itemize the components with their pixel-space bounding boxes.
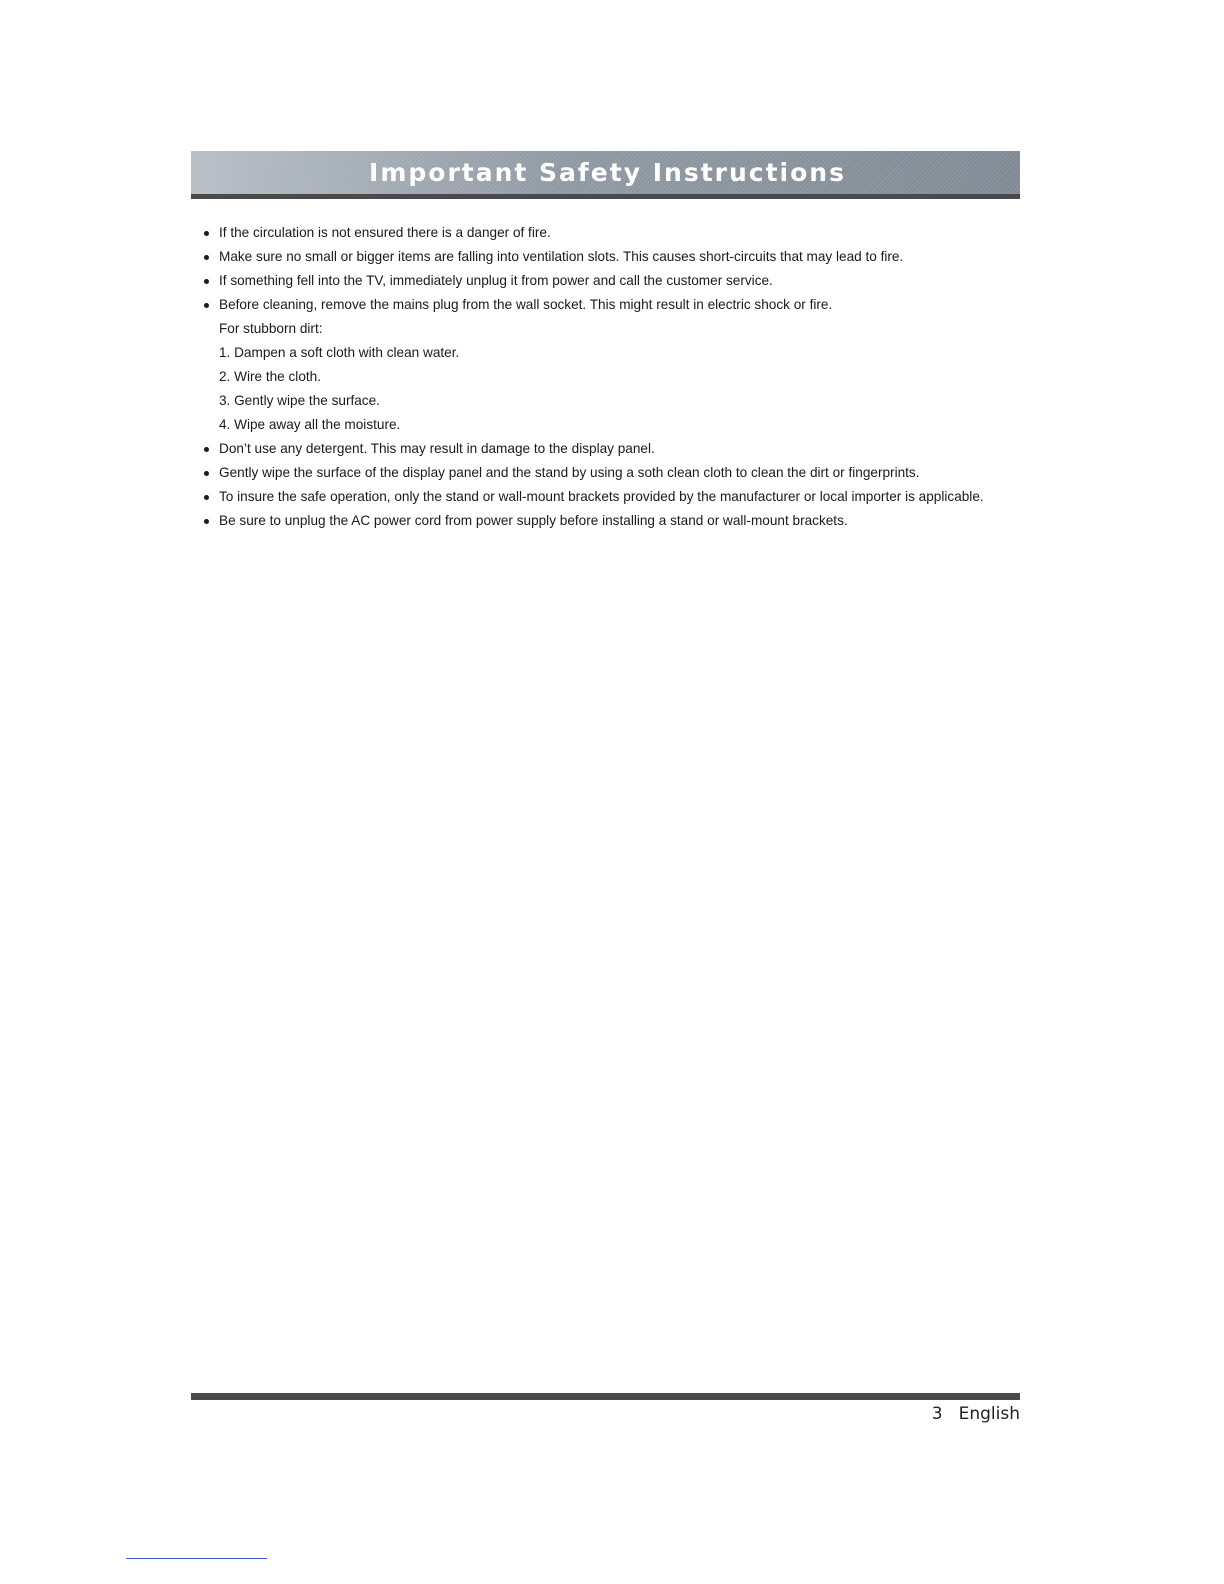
bullet-text: To insure the safe operation, only the stand or wall-mount brackets provided by the manufacturer or local importer is applicable. [219,489,984,504]
bullet-item [200,224,1016,242]
bullet-icon [204,447,209,452]
step-item [200,416,1016,434]
bullet-text: Before cleaning, remove the mains plug from the wall socket. This might result in electric shock or fire. [219,297,833,312]
page-number: 3 [931,1404,943,1424]
step-text: 3. Gently wipe the surface. [219,393,380,408]
footer-language: English [958,1404,1020,1424]
bullet-icon [204,231,209,236]
bullet-text: Don’t use any detergent. This may result in damage to the display panel. [219,441,655,456]
step-item [200,344,1016,362]
bullet-item [200,296,1016,314]
link-underline [126,1558,267,1559]
bullet-item [200,440,1016,458]
subsection-text: For stubborn dirt: [219,321,323,336]
bullet-icon [204,519,209,524]
bullet-item [200,464,1016,482]
bullet-text: If the circulation is not ensured there is a danger of fire. [219,225,551,240]
title-underline [191,194,1020,199]
bullet-text: Make sure no small or bigger items are falling into ventilation slots. This causes short-circuits that may lead to fire. [219,249,904,264]
step-text: 4. Wipe away all the moisture. [219,417,401,432]
instructions-list [200,224,1016,536]
page-footer [932,1404,1020,1424]
bullet-icon [204,495,209,500]
title-banner [191,151,1020,194]
bullet-text: If something fell into the TV, immediately unplug it from power and call the customer service. [219,273,773,288]
bullet-item [200,248,1016,266]
step-item [200,368,1016,386]
step-text: 1. Dampen a soft cloth with clean water. [219,345,460,360]
bullet-icon [204,255,209,260]
page-title: Important Safety Instructions [369,158,846,187]
bullet-icon [204,471,209,476]
bullet-text: Gently wipe the surface of the display panel and the stand by using a soth clean cloth to clean the dirt or fingerprints. [219,465,920,480]
bullet-item [200,488,1016,506]
footer-rule [191,1393,1020,1400]
bullet-icon [204,279,209,284]
step-text: 2. Wire the cloth. [219,369,321,384]
bullet-icon [204,303,209,308]
bullet-item [200,512,1016,530]
step-item [200,392,1016,410]
subsection-heading [200,320,1016,338]
bullet-text: Be sure to unplug the AC power cord from power supply before installing a stand or wall-mount brackets. [219,513,848,528]
bullet-item [200,272,1016,290]
